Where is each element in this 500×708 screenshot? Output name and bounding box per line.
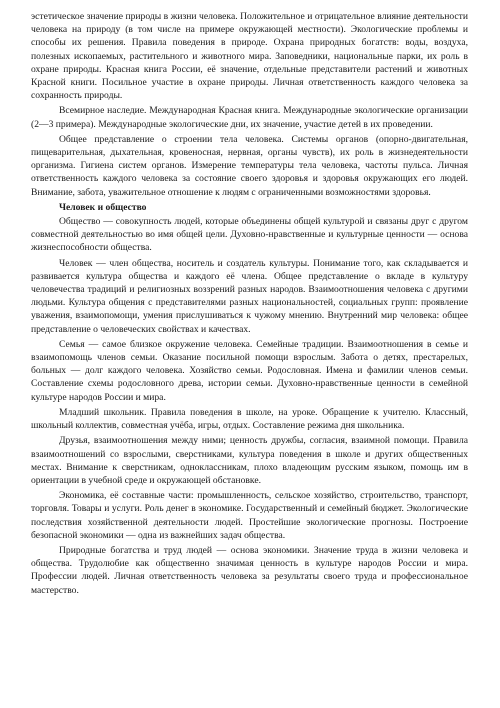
section-heading: Человек и общество: [59, 201, 147, 213]
paragraph-schoolchild: Младший школьник. Правила поведения в школе, на уроке. Обращение к учителю. Классный, школьный коллектив, совместная учёба, игры, отдых. Составление режима дня школьника.: [31, 406, 468, 432]
paragraph-friends: Друзья, взаимоотношения между ними; ценность дружбы, согласия, взаимной помощи. Правила взаимоотношений со взрослыми, сверстниками, культура поведения в школе и других общественных местах. Внимание к сверстникам, одноклассникам, плохо владеющим русским языком, помощь им в ориентации в учебной среде и окружающей обстановке.: [31, 435, 468, 486]
paragraph-family: Семья — самое близкое окружение человека. Семейные традиции. Взаимоотношения в семье и взаимопомощь членов семьи. Оказание посильной помощи взрослым. Забота о детях, престарелых, больных — долг каждого человека. Хозяйство семьи. Родословная. Имена и фамилии членов семьи. Составление схемы родословного древа, истории семьи. Духовно-нравственные ценности в семейной культуре народов России и мира.: [31, 338, 468, 403]
paragraph-human-body: Общее представление о строении тела человека. Системы органов (опорно-двигательная, пищеварительная, дыхательная, кровеносная, нервная, органы чувств), их роль в жизнедеятельности организма. Гигиена систем органов. Измерение температуры тела человека, частоты пульса. Личная ответственность каждого человека за состояние своего здоровья и здоровья окружающих его людей. Внимание, забота, уважительное отношение к людям с ограниченными возможностями здоровья.: [31, 133, 468, 198]
paragraph-world-heritage: Всемирное наследие. Международная Красная книга. Международные экологические организации (2—3 примера). Международные экологические дни, их значение, участие детей в их проведении.: [31, 105, 468, 130]
document-body: [31, 10, 468, 599]
paragraph-economy: Экономика, её составные части: промышленность, сельское хозяйство, строительство, транспорт, торговля. Товары и услуги. Роль денег в экономике. Государственный и семейный бюджет. Экологические последствия хозяйственной деятельности людей. Простейшие экологические прогнозы. Построение безопасной экономики — одна из важнейших задач общества.: [31, 490, 468, 541]
paragraph-person: Человек — член общества, носитель и создатель культуры. Понимание того, как складывается и развивается культура общества и каждого её члена. Общее представление о вкладе в культуру человечества традиций и религиозных воззрений разных народов. Взаимоотношения человека с другими людьми. Культура общения с представителями разных национальностей, социальных групп: проявление уважения, взаимопомощи, умения прислушиваться к чужому мнению. Внутренний мир человека: общее представление о человеческих свойствах и качествах.: [31, 257, 468, 335]
paragraph-society: Общество — совокупность людей, которые объединены общей культурой и связаны друг с другом совместной деятельностью во имя общей цели. Духовно-нравственные и культурные ценности — основа жизнеспособности общества.: [31, 216, 468, 254]
paragraph-nature-significance: эстетическое значение природы в жизни человека. Положительное и отрицательное влияние деятельности человека на природу (в том числе на примере окружающей местности). Экологические проблемы и способы их решения. Правила поведения в природе. Охрана природных богатств: воды, воздуха, полезных ископаемых, растительного и животного мира. Заповедники, национальные парки, их роль в охране природы. Красная книга России, её значение, отдельные представители растений и животных Красной книги. Посильное участие в охране природы. Личная ответственность каждого человека за сохранность природы.: [31, 11, 468, 102]
paragraph-natural-resources: Природные богатства и труд людей — основа экономики. Значение труда в жизни человека и общества. Трудолюбие как общественно значимая ценность в культуре народов России и мира. Профессии людей. Личная ответственность человека за результаты своего труда и профессиональное мастерство.: [31, 544, 468, 596]
